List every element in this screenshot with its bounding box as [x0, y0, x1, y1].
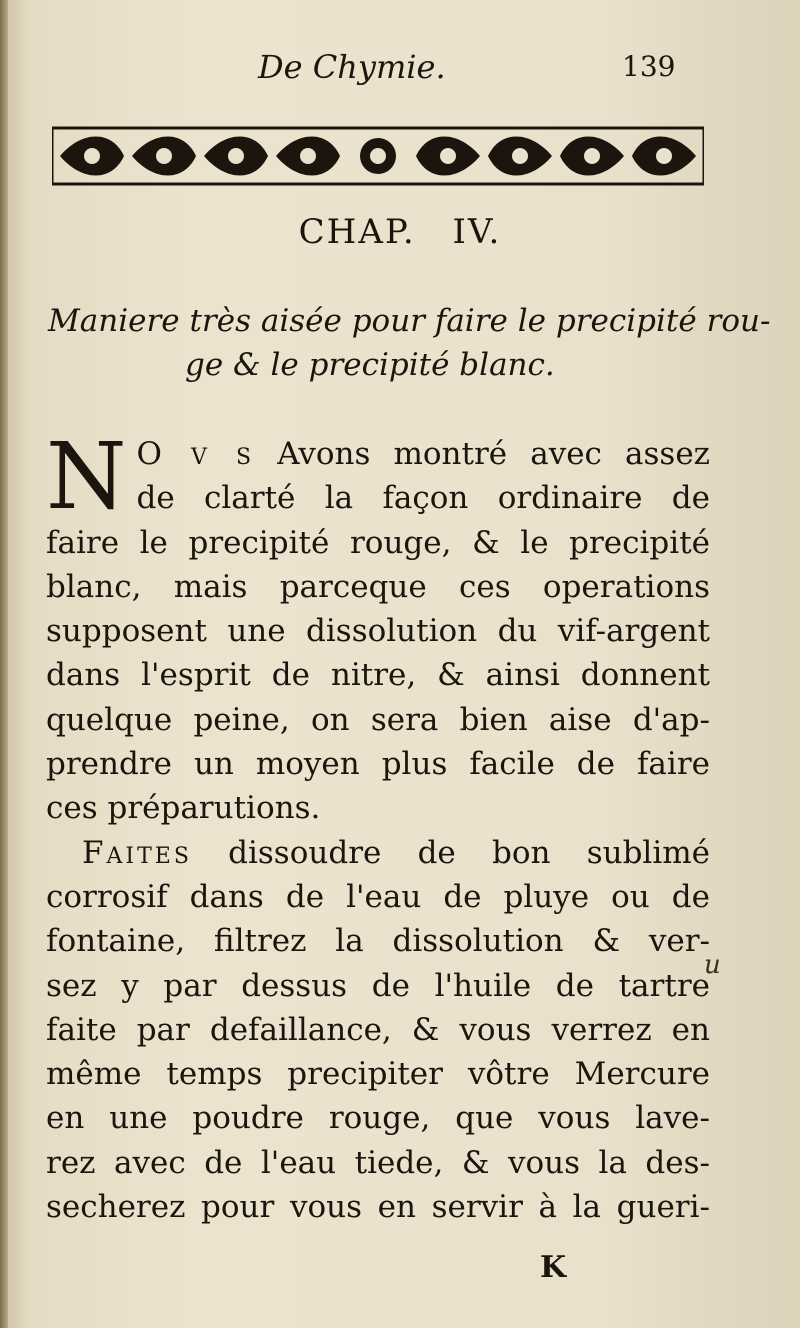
text-line: corrosif dans de l'eau de pluye ou de	[46, 878, 710, 915]
text-line: faire le precipité rouge, & le precipité	[46, 524, 710, 561]
opening-word: Faites	[82, 834, 192, 871]
page-gutter	[0, 0, 8, 1328]
text-line: rez avec de l'eau tiede, & vous la des-	[46, 1144, 710, 1181]
subtitle-line: ge & le precipité blanc.	[185, 347, 555, 384]
text-line	[46, 831, 710, 875]
text-line: même temps precipiter vôtre Mercure	[46, 1056, 710, 1093]
text-line: en une poudre rouge, que vous lave-	[46, 1100, 710, 1137]
text-line: ces préparutions.	[46, 790, 321, 827]
drop-cap: N	[46, 423, 127, 530]
running-head	[0, 48, 800, 88]
text-line: quelque peine, on sera bien aise d'ap-	[46, 701, 710, 738]
text-line: faite par defaillance, & vous verrez en	[46, 1011, 710, 1048]
text-line: de clarté la façon ordinaire de	[136, 480, 710, 517]
text-line-content: Avons montré avec assez	[277, 436, 710, 472]
handwritten-margin-note: u	[704, 950, 721, 980]
text-line: fontaine, filtrez la dissolution & ver-	[46, 923, 710, 960]
chapter-label: CHAP.	[298, 212, 416, 252]
signature-mark: K	[540, 1250, 567, 1285]
chapter-heading	[0, 212, 800, 252]
chapter-number: IV.	[452, 212, 502, 252]
subtitle-line: Maniere très aisée pour faire le precipité rou-	[48, 303, 771, 339]
text-line: dans l'esprit de nitre, & ainsi donnent	[46, 657, 710, 694]
text-line: prendre un moyen plus facile de faire	[46, 746, 710, 783]
decorative-headpiece-ornament	[52, 124, 704, 188]
text-line	[46, 432, 710, 476]
page-number: 139	[622, 50, 676, 83]
text-line-content: dissoudre de bon sublimé	[228, 834, 710, 871]
body-text	[46, 423, 710, 1229]
running-title: De Chymie.	[258, 48, 446, 86]
chapter-subtitle	[48, 298, 771, 388]
text-line: blanc, mais parceque ces operations	[46, 568, 710, 605]
opening-word: O v s	[136, 436, 255, 472]
text-line: secherez pour vous en servir à la gueri-	[46, 1189, 710, 1226]
text-line: sez y par dessus de l'huile de tartre	[46, 967, 710, 1004]
text-line: supposent une dissolution du vif-argent	[46, 613, 710, 650]
